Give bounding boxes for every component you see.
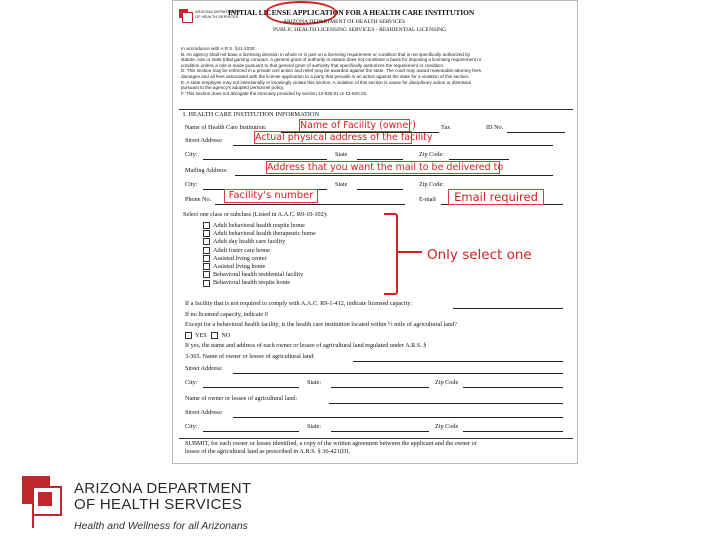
- zip-label-2: Zip Code:: [419, 181, 444, 188]
- option-item[interactable]: Behavioral health residential facility: [203, 271, 316, 279]
- owner2-state-label: State:: [307, 423, 322, 430]
- id-field[interactable]: [507, 132, 565, 133]
- owner2-label: Name of owner or lessee of agricultural land:: [185, 395, 298, 402]
- street-label: Street Address:: [185, 137, 223, 144]
- statute-text: In accordance with A.R.S. §41-1030: B. An agency shall not base a licensing decision in whole or in part on a licensing requirement or condition that is not specifically authorized by statute, rule or state tribal gaming compact. A general grant of authority in statute does not constitute a basis for imposing a licensing requirement or condition unless a rule is made pursuant to that general grant of authority that specifically authorizes the requirement or condition. D. This section may be enforced in a private civil action and relief may be awarded against the state. The court may award reasonable attorney fees, damages and all fees associated with the license application to a party that prevails in an action against the state for a violation of this section. E. A state employee may not intentionally or knowingly violate this section. A violation of this section is cause for disciplinary action or dismissal pursuant to the agency's adopted personnel policy. F. This section does not abrogate the immunity provided by section 12-820.01 or 12-820.02.: [181, 46, 483, 96]
- owner-city-label: City:: [185, 379, 198, 386]
- id-label: ID No.: [486, 124, 504, 131]
- agency-logo-small: [179, 9, 193, 23]
- adhs-logo: [22, 476, 70, 528]
- owner-city-field[interactable]: [203, 387, 299, 388]
- footer-org-name: ARIZONA DEPARTMENT OF HEALTH SERVICES: [74, 480, 252, 513]
- application-form: [172, 0, 578, 464]
- footer-tagline: Health and Wellness for all Arizonans: [74, 520, 248, 532]
- mailing-label: Mailing Address:: [185, 167, 228, 174]
- submit-note: SUBMIT, for each owner or lessee identified, a copy of the written agreement between the applicant and the owner or lessee of the agricultural land as prescribed in A.R.S. § 36-421(D).: [185, 440, 477, 456]
- phone-annotation: Facility's number: [224, 189, 318, 203]
- mailing-field[interactable]: [235, 175, 553, 176]
- phone-label: Phone No.: [185, 196, 212, 203]
- select-annotation: Only select one: [427, 247, 532, 263]
- yes-checkbox[interactable]: [185, 332, 192, 339]
- option-item[interactable]: Adult day health care facility: [203, 238, 316, 246]
- checkbox[interactable]: [203, 255, 210, 262]
- owner-zip-field[interactable]: [463, 387, 563, 388]
- checkbox[interactable]: [203, 271, 210, 278]
- bracket-arrow: [396, 251, 422, 253]
- city-label: City:: [185, 151, 198, 158]
- form-subtitle: ARIZONA DEPARTMENT OF HEALTH SERVICES: [283, 19, 406, 25]
- checkbox[interactable]: [203, 238, 210, 245]
- state-label-2: State: [335, 181, 348, 188]
- checkbox[interactable]: [203, 280, 210, 287]
- physical-address-annotation: Actual physical address of the facility: [255, 132, 433, 143]
- class-options: [203, 222, 316, 288]
- owner2-city-label: City:: [185, 423, 198, 430]
- no-checkbox[interactable]: [211, 332, 218, 339]
- owner-field[interactable]: [353, 361, 563, 362]
- city-field[interactable]: [203, 159, 327, 160]
- state-field[interactable]: [357, 159, 403, 160]
- owner-street-label: Street Address:: [185, 365, 223, 372]
- capacity-field[interactable]: [453, 308, 563, 309]
- owner2-street-label: Street Address:: [185, 409, 223, 416]
- checkbox[interactable]: [203, 263, 210, 270]
- phone-field[interactable]: [215, 204, 405, 205]
- checkbox[interactable]: [203, 222, 210, 229]
- checkbox[interactable]: [203, 247, 210, 254]
- owner2-state-field[interactable]: [331, 431, 429, 432]
- owner2-street-field[interactable]: [233, 417, 563, 418]
- option-item[interactable]: Adult behavioral health therapeutic home: [203, 230, 316, 238]
- section-heading: I. HEALTH CARE INSTITUTION INFORMATION: [183, 111, 320, 118]
- mailing-address-annotation: Address that you want the mail to be delivered to: [267, 162, 504, 173]
- city-label-2: City:: [185, 181, 198, 188]
- name-label: Name of Health Care Institution:: [185, 124, 267, 131]
- owner-state-field[interactable]: [331, 387, 429, 388]
- owner2-zip-field[interactable]: [463, 431, 563, 432]
- zip-label: Zip Code:: [419, 151, 444, 158]
- owner2-city-field[interactable]: [203, 431, 299, 432]
- owner-annotation: Name of Facility (owner): [300, 120, 416, 131]
- option-item[interactable]: Behavioral health respite home: [203, 279, 316, 287]
- checkbox[interactable]: [203, 230, 210, 237]
- select-bracket: [384, 213, 398, 295]
- option-item[interactable]: Adult foster care home: [203, 247, 316, 255]
- street-field[interactable]: [233, 145, 553, 146]
- email-annotation: Email required: [448, 189, 544, 205]
- lower-section: If a facility that is not required to comply with A.A.C. R9-1-412, indicate licensed capacity: If no licensed capacity, indicate 0 Except for a behavioral health facility, is the health care institution located within ½ mile of agricultural land? YES NO If yes, the name and address of each owner or lessee of agricultural land regulated under A.R.S. § 3-365. Name of owner or lessee of agricultural land:: [185, 300, 457, 360]
- owner-state-label: State:: [307, 379, 322, 386]
- owner2-zip-label: Zip Code: [435, 423, 459, 430]
- email-label: E-mail: [419, 196, 436, 203]
- state-label: State: [335, 151, 348, 158]
- option-item[interactable]: Assisted living home: [203, 263, 316, 271]
- tax-label: Tax: [441, 124, 451, 131]
- owner-zip-label: Zip Code: [435, 379, 459, 386]
- owner-street-field[interactable]: [233, 373, 563, 374]
- option-item[interactable]: Assisted living center: [203, 255, 316, 263]
- form-title: INITIAL LICENSE APPLICATION FOR A HEALTH CARE INSTITUTION: [228, 8, 475, 17]
- form-subtitle-2: PUBLIC HEALTH LICENSING SERVICES - RESIDENTIAL LICENSING: [273, 27, 447, 33]
- option-item[interactable]: Adult behavioral health respite home: [203, 222, 316, 230]
- owner2-field[interactable]: [329, 403, 563, 404]
- zip-field[interactable]: [449, 159, 509, 160]
- select-heading: Select one class or subclass (Listed in A.A.C. R9-10-102):: [183, 211, 328, 218]
- agency-name-small: ARIZONA DEPARTMENT OF HEALTH SERVICES: [195, 9, 241, 19]
- state-field-2[interactable]: [357, 189, 403, 190]
